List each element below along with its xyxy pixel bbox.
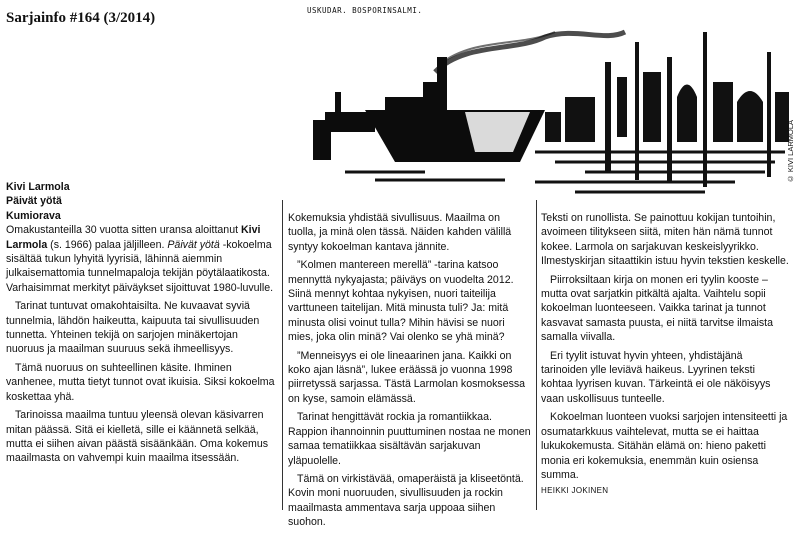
column-divider xyxy=(536,200,537,510)
reviewer-signature: HEIKKI JOKINEN xyxy=(541,486,609,496)
article-column-3 xyxy=(541,211,789,499)
author-name-inline: Kivi Larmola xyxy=(6,224,261,251)
paragraph: Teksti on runollista. Se painottuu kokijan tuntoihin, avoimeen tilitykseen siitä, miten hän nämä tunnot kokee. Larmola on sarjakuvan keskeislyyrikko. Ilmestyskirjan sitaattikin istuu hyvin tekstien keskelle. xyxy=(541,212,789,268)
review-author: Kivi Larmola xyxy=(6,181,70,193)
paragraph: Piirroksiltaan kirja on monen eri tyylin kooste – mutta ovat sarjatkin pitkältä ajalta. Vaihtelu sopii kokoelman luonteeseen. Vaikka tarinat ja tunnot kasvavat samasta puusta, ei niitä tarvitse ilmaista samalla viivalla. xyxy=(541,273,773,344)
book-title-inline: Päivät yötä xyxy=(167,238,220,251)
paragraph: Tarinoissa maailma tuntuu yleensä olevan käsivarren mitan päässä. Sitä ei kielletä, sille ei käännetä selkää, mutta ei siihen aivan päästä sisäänkään. Oma kokemus maailmasta on vahvempi kuin maailma itsessään. xyxy=(6,409,269,465)
paragraph: Tämä on virkistävää, omaperäistä ja kliseetöntä. Kovin moni nuoruuden, sivullisuuden ja rockin maailmasta ammentava sarja uppoaa siihen suohon. xyxy=(288,472,524,529)
paragraph: ”Menneisyys ei ole lineaarinen jana. Kaikki on koko ajan läsnä”, lukee eräässä jo vuonna 1998 piirretyssä sarjassa. Tästä Larmolan kosmoksessa on kyse, samoin elämässä. xyxy=(288,349,526,405)
comic-illustration xyxy=(305,2,793,200)
review-publisher: Kumiorava xyxy=(6,209,61,222)
illustration-caption: USKUDAR. BOSPORINSALMI. xyxy=(307,6,423,15)
illustration-copyright: © KIVI LARMOLA xyxy=(786,120,795,184)
paragraph: Kokemuksia yhdistää sivullisuus. Maailma on tuolla, ja minä olen tässä. Näiden kahden välillä syntyy kokoelman kantava jännite. xyxy=(288,212,512,253)
article-column-1 xyxy=(6,180,276,470)
paragraph: Tarinat hengittävät rockia ja romantiikkaa. Rappion ihannoinnin puuttuminen nostaa ne monen samaa tematiikkaa sisältävän sarjakuvan yläpuolelle. xyxy=(288,411,531,467)
review-book-title: Päivät yötä xyxy=(6,195,62,208)
paragraph: Kokoelman luonteen vuoksi sarjojen intensiteetti ja osumatarkkuus vaihtelevat, mutta se ei haittaa lukukokemusta. Sitähän elämä on: hieno paketti monia eri kokemuksia, enemmän kuin osiensa summa. xyxy=(541,411,788,481)
page-header: Sarjainfo #164 (3/2014) xyxy=(6,10,156,26)
article-column-2 xyxy=(288,211,531,534)
paragraph: ”Kolmen mantereen merellä” -tarina katsoo mennyttä nykyajasta; päiväys on vuodelta 2012. Siinä mennyt kohtaa nykyisen, nuori taiteilija varttuneen taitelijan. Mitä minusta tuli? Ja: mitä minusta olisi voinut tulla? Mihin hävisi se nuori mies, joka olin minä? Vai olenko se yhä minä? xyxy=(288,259,514,344)
paragraph: Tämä nuoruus on suhteellinen käsite. Ihminen vanhenee, mutta tietyt tunnot ovat ikuisia. Siksi kokoelma koskettaa yhä. xyxy=(6,361,275,403)
paragraph: Tarinat tuntuvat omakohtaisilta. Ne kuvaavat syviä tunnelmia, lähdön haikeutta, kaipuuta tai sivullisuuden tunnetta. Yhteinen tekijä on sarjojen minäkertojan nuoruus ja maailman suuruus sekä ihmeellisyys. xyxy=(6,300,260,356)
paragraph: Eri tyylit istuvat hyvin yhteen, yhdistäjänä tarinoiden ylle leviävä haikeus. Lyyrinen teksti kohtaa lyyrisen kuvan. Tärkeintä ei ole näköisyys vaan uskollisuus tunteelle. xyxy=(541,349,771,405)
harbor-drawing-icon xyxy=(305,2,793,200)
column-divider xyxy=(282,200,283,510)
paragraph-intro: Omakustanteilla 30 vuotta sitten uransa aloittanut Kivi Larmola (s. 1966) palaa jäljilleen. Päivät yötä -kokoelma sisältää tukun lyhyitä lyyrisiä, lähinnä aiemmin julkaisemattomia tunnelmapaloja tekijän pöytälaatikosta. Varhaisimmat merkityt päiväykset sijoittuvat 1980-luvulle. xyxy=(6,224,274,294)
